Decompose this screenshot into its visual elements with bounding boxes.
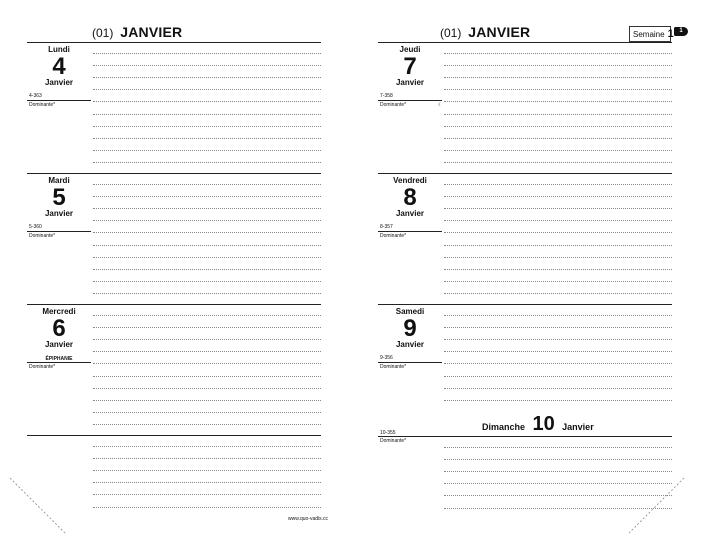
day-info-rule (27, 362, 91, 363)
writing-line (93, 494, 321, 495)
day-info-rule (378, 362, 442, 363)
writing-line (93, 208, 321, 209)
day-month: Janvier (395, 340, 425, 349)
day-month: Janvier (395, 209, 425, 218)
day-ordinal: 4-363 (29, 93, 42, 99)
day-dominante: Dominante* (380, 438, 407, 444)
day-info-rule (378, 231, 442, 232)
day-dominante: Dominante* (380, 364, 407, 370)
day-ordinal: 10-355 (380, 430, 396, 436)
writing-line (93, 257, 321, 258)
writing-line (444, 126, 672, 127)
notes-block[interactable] (27, 435, 321, 515)
writing-line (93, 65, 321, 66)
day-month: Janvier (562, 422, 594, 432)
day-month: Janvier (395, 78, 425, 87)
month-name: JANVIER (468, 24, 531, 40)
day-weekday: Mardi (48, 176, 70, 185)
writing-line (93, 269, 321, 270)
day-info-rule (378, 100, 442, 101)
day-ordinal: 8-357 (380, 224, 393, 230)
writing-line (444, 363, 672, 364)
writing-line (93, 482, 321, 483)
week-tab[interactable]: 1 (674, 27, 688, 36)
day-weekday: Mercredi (42, 307, 76, 316)
day-block-thursday[interactable] (378, 42, 672, 173)
footer-url: www.quo-vadis.cc (288, 516, 329, 522)
month-number: (01) (440, 26, 462, 40)
day-dominante: Dominante* (380, 233, 407, 239)
day-info-rule (27, 231, 91, 232)
writing-line (93, 424, 321, 425)
writing-line (444, 281, 672, 282)
writing-line (444, 376, 672, 377)
writing-line (93, 53, 321, 54)
writing-line (93, 162, 321, 163)
writing-lines[interactable] (93, 304, 321, 434)
writing-line (93, 446, 321, 447)
day-block-wednesday[interactable] (27, 304, 321, 435)
day-weekday: Jeudi (399, 45, 421, 54)
writing-line (444, 89, 672, 90)
day-dominante: Dominante* (29, 364, 56, 370)
writing-line (444, 184, 672, 185)
writing-line (444, 388, 672, 389)
day-ordinal: 5-360 (29, 224, 42, 230)
writing-line (444, 101, 672, 102)
day-month: Janvier (44, 340, 74, 349)
writing-line (444, 339, 672, 340)
writing-line (93, 126, 321, 127)
writing-line (93, 315, 321, 316)
day-block-tuesday[interactable] (27, 173, 321, 304)
writing-line (93, 507, 321, 508)
writing-line (93, 101, 321, 102)
left-page (0, 0, 351, 550)
day-number: 4 (52, 53, 66, 80)
writing-line (93, 196, 321, 197)
day-block-monday[interactable] (27, 42, 321, 173)
writing-lines[interactable] (93, 435, 321, 513)
writing-line (93, 363, 321, 364)
writing-line (444, 162, 672, 163)
writing-line (444, 315, 672, 316)
writing-line (444, 471, 672, 472)
writing-line (93, 114, 321, 115)
day-ordinal: 7-358 (380, 93, 393, 99)
writing-line (93, 339, 321, 340)
day-block-saturday[interactable] (378, 304, 672, 410)
writing-line (444, 447, 672, 448)
week-indicator (629, 26, 674, 42)
writing-line (93, 77, 321, 78)
month-header (440, 24, 530, 40)
writing-line (444, 245, 672, 246)
day-feast: ÉPIPHANIE (45, 356, 73, 362)
week-number: 1 (667, 28, 674, 40)
writing-line (444, 269, 672, 270)
day-number: 8 (403, 184, 417, 211)
writing-line (93, 220, 321, 221)
writing-lines[interactable] (93, 42, 321, 172)
writing-line (444, 327, 672, 328)
writing-lines[interactable] (93, 173, 321, 303)
writing-line (444, 65, 672, 66)
writing-line (444, 459, 672, 460)
writing-line (444, 138, 672, 139)
writing-line (93, 400, 321, 401)
day-weekday: Vendredi (393, 176, 427, 185)
day-dominante: Dominante* (29, 102, 56, 108)
writing-line (444, 114, 672, 115)
writing-line (93, 232, 321, 233)
writing-line (93, 89, 321, 90)
day-dominante: Dominante* (29, 233, 56, 239)
day-block-friday[interactable] (378, 173, 672, 304)
writing-line (444, 53, 672, 54)
right-page (352, 0, 703, 550)
writing-line (444, 351, 672, 352)
page-corner-fold (8, 476, 68, 536)
day-info-rule (27, 100, 91, 101)
writing-line (93, 281, 321, 282)
page-corner-fold (626, 476, 686, 536)
month-number: (01) (92, 26, 114, 40)
day-number: 6 (52, 315, 66, 342)
writing-line (93, 293, 321, 294)
day-weekday: Lundi (48, 45, 70, 54)
writing-line (93, 150, 321, 151)
writing-lines[interactable] (444, 173, 672, 303)
writing-line (444, 196, 672, 197)
writing-lines[interactable] (444, 304, 672, 408)
day-number: 5 (52, 184, 66, 211)
day-number: 9 (403, 315, 417, 342)
day-weekday: Samedi (395, 307, 425, 316)
writing-line (444, 293, 672, 294)
writing-line (93, 351, 321, 352)
day-month: Janvier (44, 209, 74, 218)
writing-line (444, 77, 672, 78)
sunday-heading (482, 413, 594, 436)
month-name: JANVIER (120, 24, 183, 40)
writing-line (93, 376, 321, 377)
writing-line (93, 470, 321, 471)
writing-line (444, 400, 672, 401)
writing-line (93, 138, 321, 139)
writing-line (93, 184, 321, 185)
writing-line (444, 257, 672, 258)
writing-line (444, 150, 672, 151)
day-number: 7 (403, 53, 417, 80)
writing-line (93, 327, 321, 328)
day-ordinal: 9-356 (380, 355, 393, 361)
writing-line (444, 208, 672, 209)
day-dominante: Dominante* (380, 102, 407, 108)
writing-line (93, 458, 321, 459)
writing-lines[interactable] (444, 42, 672, 172)
day-month: Janvier (44, 78, 74, 87)
writing-line (93, 412, 321, 413)
week-label: Semaine (633, 30, 665, 39)
moon-phase-icon: ☾ (438, 102, 443, 108)
month-header (92, 24, 182, 40)
writing-line (444, 220, 672, 221)
writing-line (93, 388, 321, 389)
writing-line (93, 245, 321, 246)
day-number: 10 (532, 413, 555, 435)
writing-line (444, 232, 672, 233)
day-weekday: Dimanche (482, 422, 526, 432)
